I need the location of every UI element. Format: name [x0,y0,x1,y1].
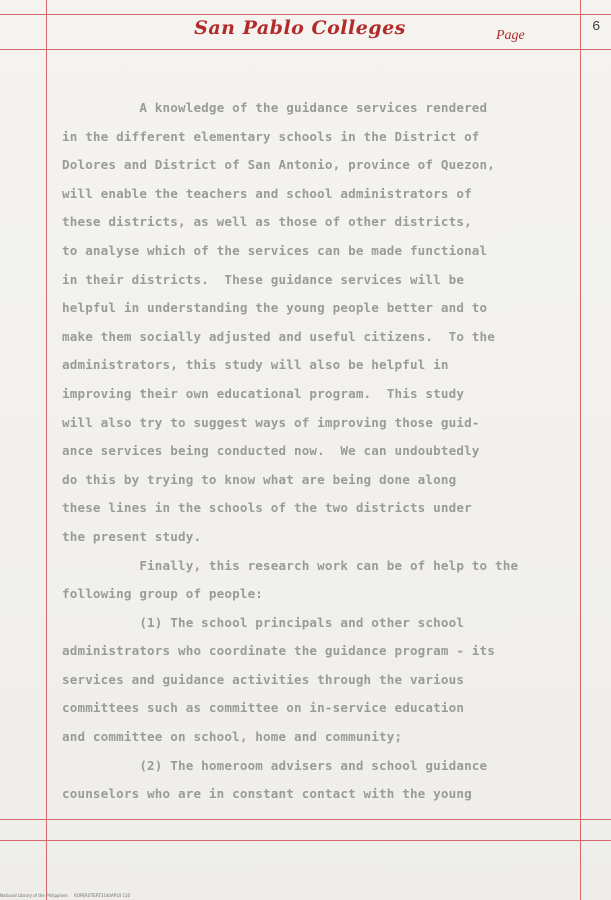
scan-credit: National Library of the Philippines ROPEROTERT3140AP10 110 [0,893,131,898]
text-line: will also try to suggest ways of improving those guid- [62,414,480,430]
text-line: (2) The homeroom advisers and school guidance [62,757,488,773]
text-line: and committee on school, home and community; [62,729,403,745]
text-line: make them socially adjusted and useful citizens. To the [62,328,495,344]
text-line: administrators, this study will also be helpful in [62,357,449,373]
text-line: improving their own educational program. This study [62,385,465,401]
text-line: in the different elementary schools in the District of [62,128,480,144]
text-line: these lines in the schools of the two districts under [62,500,472,516]
text-line: (1) The school principals and other school [62,614,465,630]
typewritten-body [62,94,582,809]
text-line: following group of people: [62,586,264,602]
left-margin-rule [46,0,47,900]
page-number: 6 [592,19,601,35]
letterhead-title: San Pablo Colleges [194,17,406,39]
page-label: Page [496,28,525,43]
text-line: committees such as committee on in-service education [62,700,465,716]
text-line: these districts, as well as those of other districts, [62,214,472,230]
text-line: administrators who coordinate the guidance program - its [62,643,495,659]
bottom-rule-upper [0,819,611,820]
text-line: helpful in understanding the young people better and to [62,300,488,316]
bottom-rule-lower [0,840,611,841]
top-border-rule [0,14,611,15]
text-line: in their districts. These guidance services will be [62,271,465,287]
text-line: Dolores and District of San Antonio, province of Quezon, [62,157,495,173]
text-line: A knowledge of the guidance services rendered [62,100,488,115]
text-line: Finally, this research work can be of help to the [62,557,519,573]
text-line: counselors who are in constant contact with the young [62,786,472,802]
text-line: to analyse which of the services can be made functional [62,242,488,258]
text-line: services and guidance activities through the various [62,671,465,687]
text-line: ance services being conducted now. We can undoubtedly [62,443,480,459]
header-rule [0,49,611,50]
text-line: will enable the teachers and school administrators of [62,185,472,201]
text-line: the present study. [62,528,202,544]
text-line: do this by trying to know what are being done along [62,471,457,487]
